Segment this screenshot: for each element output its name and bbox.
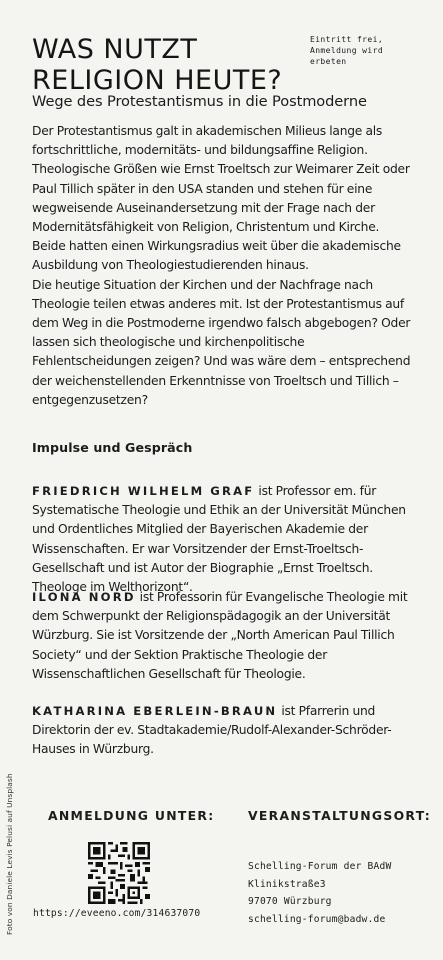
- speaker-name-eberlein-braun: KATHARINA EBERLEIN-BRAUN: [32, 704, 278, 718]
- venue-address: [248, 858, 391, 929]
- venue-heading: VERANSTALTUNGSORT:: [248, 808, 432, 823]
- description: [32, 122, 416, 410]
- program-heading: Impulse und Gespräch: [32, 440, 193, 455]
- venue-street: Klinikstraße3: [248, 878, 326, 890]
- description-paragraph-1: Der Protestantismus galt in akademischen Milieus lange als fortschrittliche, modernitäts- und bildungsaffine Religion. Theologische Größen wie Ernst Troeltsch zur Weimarer Zeit oder Paul Tillich später in den USA standen und stehen für eine wegweisende Auseinandersetzung mit der Frage nach der Modernitätsfähigkeit von Religion, Christentum und Kirche. Beide hatten einen Wirkungsradius weit über die akademische Ausbildung von Theologiestudierenden hinaus.: [32, 124, 410, 273]
- speaker-bio-graf: [32, 482, 414, 597]
- speaker-bio-nord: [32, 588, 414, 684]
- registration-qr-code[interactable]: [88, 842, 150, 904]
- speaker-text-graf: ist Professor em. für Systematische Theologie und Ethik an der Universität München und Ordentliches Mitglied der Bayerischen Akademie der Wissenschaften. Er war Vorsitzender der Ernst-Troeltsch-Gesellschaft und ist Autor der Biographie „Ernst Troeltsch. Theologe im Welthorizont“.: [32, 484, 406, 595]
- speaker-name-graf: FRIEDRICH WILHELM GRAF: [32, 484, 255, 498]
- venue-email[interactable]: schelling-forum@badw.de: [248, 914, 386, 926]
- speaker-text-nord: ist Professorin für Evangelische Theologie mit dem Schwerpunkt der Religionspädagogik an der Universität Würzburg. Sie ist Vorsitzende der „North American Paul Tillich Society“ und der Sektion Praktische Theologie der Wissenschaftlichen Gesellschaft für Theologie.: [32, 590, 408, 681]
- event-title: WAS NUTZT RELIGION HEUTE?: [32, 34, 283, 96]
- description-paragraph-2: Die heutige Situation der Kirchen und der Nachfrage nach Theologie teilen etwas anderes mit. Ist der Protestantismus auf dem Weg in die Postmoderne irgendwo falsch abgebogen? Oder lassen sich theologische und kirchenpolitische Fehlentscheidungen zeigen? Und was wäre dem – entsprechend der weichenstellenden Erkenntnisse von Troeltsch und Tillich – entgegenzusetzen?: [32, 277, 411, 407]
- venue-city: 97070 Würzburg: [248, 896, 332, 908]
- registration-heading: ANMELDUNG UNTER:: [48, 808, 215, 823]
- event-subtitle: Wege des Protestantismus in die Postmoderne: [32, 93, 367, 110]
- entry-note: Eintritt frei, Anmeldung wird erbeten: [310, 35, 384, 66]
- speaker-name-nord: ILONA NORD: [32, 590, 136, 604]
- speaker-bio-eberlein-braun: [32, 702, 414, 760]
- speaker-text-eberlein-braun: ist Pfarrerin und Direktorin der ev. Stadtakademie/Rudolf-Alexander-Schröder-Hauses in Würzburg.: [32, 704, 392, 757]
- registration-url[interactable]: https://eveeno.com/314637070: [33, 908, 201, 919]
- photo-credit: Foto von Daniele Levis Pelusi auf Unsplash: [5, 773, 14, 935]
- venue-name: Schelling-Forum der BAdW: [248, 861, 392, 872]
